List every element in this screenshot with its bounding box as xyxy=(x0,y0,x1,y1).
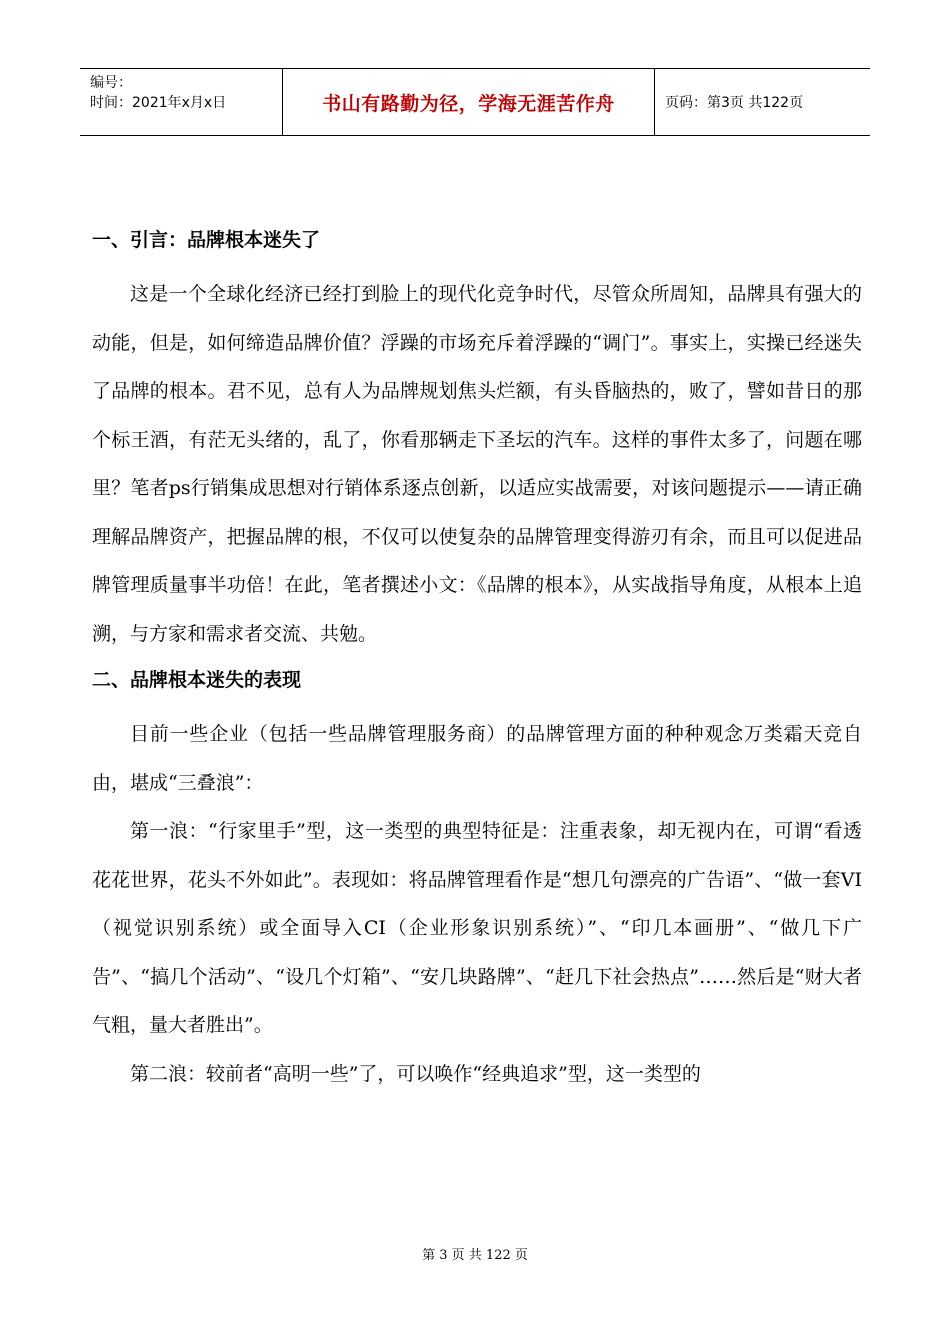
header-motto-cell xyxy=(282,69,655,135)
paragraph: 这是一个全球化经济已经打到脸上的现代化竞争时代，尽管众所周知，品牌具有强大的动能，但是，如何缔造品牌价值？浮躁的市场充斥着浮躁的“调门”。事实上，实操已经迷失了品牌的根本。君不见，总有人为品牌规划焦头烂额，有头昏脑热的，败了，譬如昔日的那个标王酒，有茫无头绪的，乱了，你看那辆走下圣坛的汽车。这样的事件太多了，问题在哪里？笔者ps行销集成思想对行销体系逐点创新，以适应实战需要，对该问题提示——请正确理解品牌资产，把握品牌的根，不仅可以使复杂的品牌管理变得游刃有余，而且可以促进品牌管理质量事半功倍！在此，笔者撰述小文：《品牌的根本》，从实战指导角度，从根本上追溯，与方家和需求者交流、共勉。 xyxy=(92,283,862,645)
header-meta-cell xyxy=(80,69,282,135)
paragraph: 第一浪：“行家里手”型，这一类型的典型特征是：注重表象，却无视内在，可谓“看透花花世界，花头不外如此”。表现如：将品牌管理看作是“想几句漂亮的广告语”、“做一套VI（视觉识别系统）或全面导入CI（企业形象识别系统）”、“印几本画册”、“做几下广告”、“搞几个活动”、“设几个灯箱”、“安几块路牌”、“赶几下社会热点”……然后是“财大者气粗，量大者胜出”。 xyxy=(92,820,862,1036)
header-page-cell xyxy=(655,69,870,135)
time-label: 时间：2021年x月x日 xyxy=(90,95,227,111)
section-heading-symptoms: 二、品牌根本迷失的表现 xyxy=(92,669,302,691)
document-body xyxy=(92,222,862,1098)
paragraph: 第二浪：较前者“高明一些”了，可以唤作“经典追求”型，这一类型的 xyxy=(130,1062,701,1085)
motto-text: 书山有路勤为径，学海无涯苦作舟 xyxy=(322,92,615,115)
page-footer xyxy=(0,1244,950,1263)
number-label: 编号： xyxy=(90,75,132,91)
footer-page-number: 第 3 页 共 122 页 xyxy=(422,1248,528,1263)
page-code: 页码：第3页 共122页 xyxy=(665,95,804,111)
section-heading-intro: 一、引言：品牌根本迷失了 xyxy=(92,229,321,251)
header-table xyxy=(80,68,870,136)
paragraph: 目前一些企业（包括一些品牌管理服务商）的品牌管理方面的种种观念万类霜天竞自由，堪成“三叠浪”： xyxy=(92,723,862,794)
